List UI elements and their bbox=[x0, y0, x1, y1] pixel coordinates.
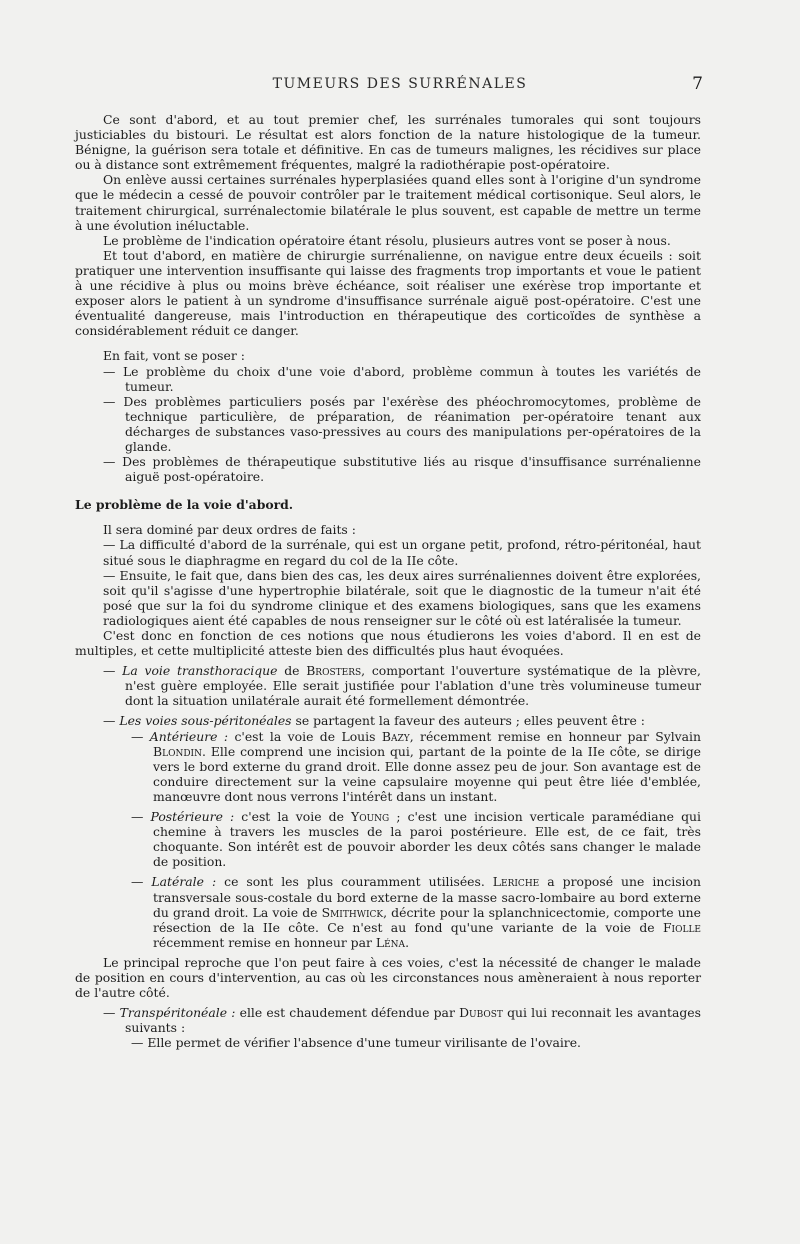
page-header bbox=[0, 76, 800, 96]
lateral-approach: — Latérale : ce sont les plus couramment utilisées. Leriche a proposé une incision transversale sous-costale du bord externe de la masse sacro-lombaire au bord externe du grand droit. La voie de Smithwick, décrite pour la splanchnicectomie, comporte une résection de la IIe côte. Ce n'est au fond qu'une variante de la voie de Fiolle récemment remise en honneur par Léna. bbox=[131, 874, 701, 950]
subperitoneal-approaches: — Les voies sous-péritonéales se partagent la faveur des auteurs ; elles peuvent être : bbox=[103, 713, 645, 729]
list-item: — Ensuite, le fait que, dans bien des cas, les deux aires surrénaliennes doivent être explorées, soit qu'il s'agisse d'une hypertrophie bilatérale, soit que le diagnostic de la tumeur n'ait été posé que sur la foi du syndrome clinique et des examens biologiques, sans que les examens radiologiques aient été capables de nous renseigner sur le côté où est latéralisée la tumeur. bbox=[103, 567, 701, 628]
list-item: — Le problème du choix d'une voie d'abord, problème commun à toutes les variétés de tumeur. bbox=[103, 363, 701, 394]
list-item: — Des problèmes de thérapeutique substitutive liés au risque d'insuffisance surrénalienne aiguë post-opératoire. bbox=[103, 454, 701, 485]
transthoracic-approach: — La voie transthoracique de Brosters, comportant l'ouverture systématique de la plèvre, n'est guère employée. Elle serait justifiée pour l'ablation d'une très volumineuse tumeur dont la situation unilatérale aurait été formellement démontrée. bbox=[103, 663, 701, 709]
list-item: — Elle permet de vérifier l'absence d'une tumeur virilisante de l'ovaire. bbox=[131, 1035, 581, 1051]
anterior-approach: — Antérieure : c'est la voie de Louis Bazy, récemment remise en honneur par Sylvain Blondin. Elle comprend une incision qui, partant de la pointe de la IIe côte, se dirige vers le bord externe du grand droit. Elle donne assez peu de jour. Son avantage est de conduire directement sur la veine capsulaire moyenne qui peut être liée d'emblée, manœuvre dont nous verrons l'intérêt dans un instant. bbox=[131, 728, 701, 804]
paragraph-dominated-by: Il sera dominé par deux ordres de faits : bbox=[103, 522, 356, 538]
paragraph-approach-multiplicity: C'est donc en fonction de ces notions que nous étudierons les voies d'abord. Il en est de multiples, et cette multiplicité atteste bien des difficultés plus haut évoquées. bbox=[75, 628, 701, 659]
page-body bbox=[75, 112, 701, 1050]
paragraph-hyperplastic-adrenals: On enlève aussi certaines surrénales hyperplasiées quand elles sont à l'origine d'un syndrome que le médecin a cessé de pouvoir contrôler par le traitement médical cortisonique. Seul alors, le traitement chirurgical, surrénalectomie bilatérale le plus souvent, est capable de mettre un terme à une évolution inéluctable. bbox=[75, 172, 701, 233]
paragraph-problems-intro: En fait, vont se poser : bbox=[103, 348, 245, 364]
paragraph-tumoral-adrenals: Ce sont d'abord, et au tout premier chef, les surrénales tumorales qui sont toujours justiciables du bistouri. Le résultat est alors fonction de la nature histologique de la tumeur. Bénigne, la guérison sera totale et définitive. En cas de tumeurs malignes, les récidives sur place ou à distance sont extrêmement fréquentes, malgré la radiothérapie post-opératoire. bbox=[75, 112, 701, 173]
posterior-approach: — Postérieure : c'est la voie de Young ; c'est une incision verticale paramédiane qui chemine à travers les muscles de la paroi postérieure. Elle est, de ce fait, très choquante. Son intérêt est de pouvoir aborder les deux côtés sans changer le malade de position. bbox=[131, 809, 701, 870]
page-number: 7 bbox=[692, 74, 703, 94]
running-title: TUMEURS DES SURRÉNALES bbox=[272, 76, 528, 92]
section-heading: Le problème de la voie d'abord. bbox=[75, 497, 294, 513]
paragraph-main-reproach: Le principal reproche que l'on peut faire à ces voies, c'est la nécessité de changer le malade de position en cours d'intervention, au cas où les circonstances nous amèneraient à nous reporter de l'autre côté. bbox=[75, 954, 701, 1001]
paragraph-two-pitfalls: Et tout d'abord, en matière de chirurgie surrénalienne, on navigue entre deux écueils : soit pratiquer une intervention insuffisante qui laisse des fragments trop importants et voue le patient à une récidive à plus ou moins brève échéance, soit réaliser une exérèse trop importante et exposer alors le patient à un syndrome d'insuffisance surrénale aiguë post-opératoire. C'est une éventualité dangereuse, mais l'introduction en thérapeutique des corticoïdes de synthèse a considérablement réduit ce danger. bbox=[75, 247, 701, 339]
list-item: — La difficulté d'abord de la surrénale, qui est un organe petit, profond, rétro-péritonéal, haut situé sous le diaphragme en regard du col de la IIe côte. bbox=[103, 537, 701, 568]
paragraph-operative-indication: Le problème de l'indication opératoire étant résolu, plusieurs autres vont se poser à nous. bbox=[103, 232, 671, 248]
transperitoneal-approach: — Transpéritonéale : elle est chaudement défendue par Dubost qui lui reconnait les avantages suivants : bbox=[103, 1005, 701, 1036]
list-item: — Des problèmes particuliers posés par l'exérèse des phéochromocytomes, problème de technique particulière, de préparation, de réanimation per-opératoire tenant aux décharges de substances vaso-pressives au cours des manipulations per-opératoires de la glande. bbox=[103, 393, 701, 454]
